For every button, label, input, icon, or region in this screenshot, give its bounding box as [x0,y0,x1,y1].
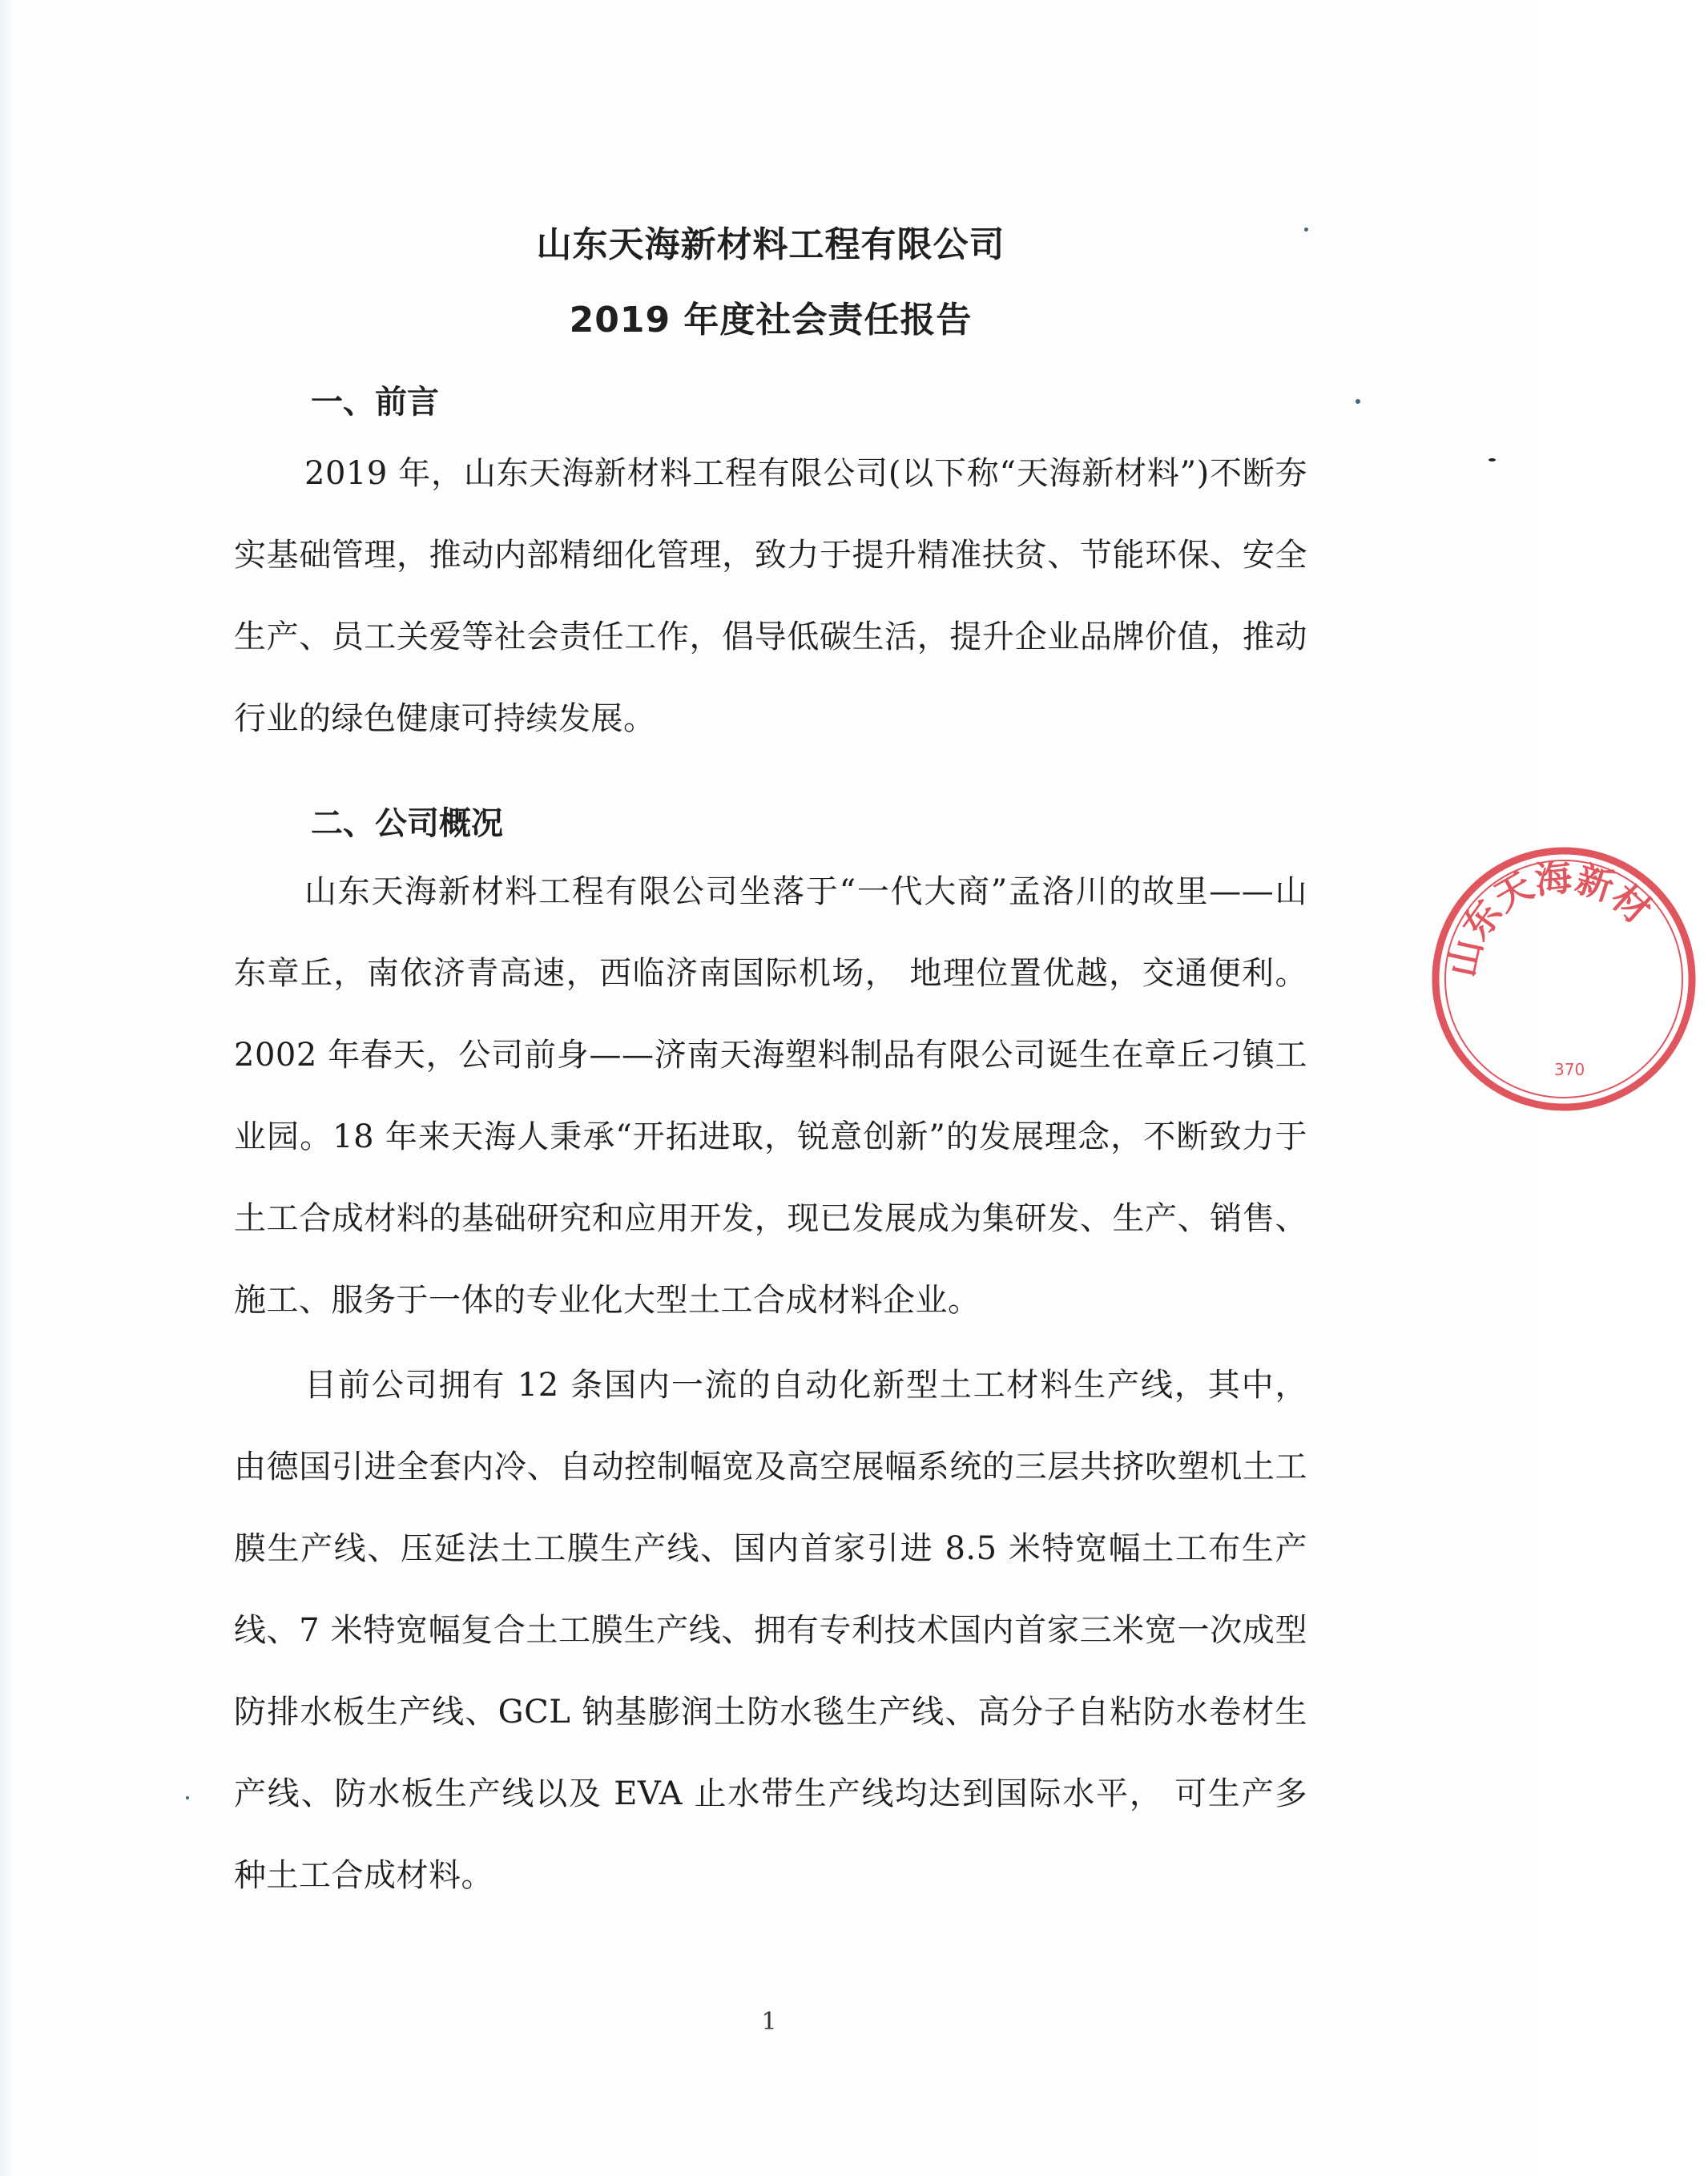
scan-speck [1488,458,1496,461]
overview-paragraph-1: 山东天海新材料工程有限公司坐落于“一代大商”孟洛川的故里——山东章丘，南依济青高速，西临济南国际机场， 地理位置优越，交通便利。2002 年春天，公司前身——济南天海塑料制品有限公司诞生在章丘刁镇工业园。18 年来天海人秉承“开拓进取，锐意创新”的发展理念，不断致力于土工合成材料的基础研究和应用开发，现已发展成为集研发、生产、销售、施工、服务于一体的专业化大型土工合成材料企业。 [234,873,1307,1319]
scan-speck [1356,399,1360,404]
seal-code: 370 [1554,1060,1585,1079]
overview-paragraph-2: 目前公司拥有 12 条国内一流的自动化新型土工材料生产线，其中，由德国引进全套内冷、自动控制幅宽及高空展幅系统的三层共挤吹塑机土工膜生产线、压延法土工膜生产线、国内首家引进 8.5 米特宽幅土工布生产线、7 米特宽幅复合土工膜生产线、拥有专利技术国内首家三米宽一次成型防排水板生产线、GCL 钠基膨润土防水毯生产线、高分子自粘防水卷材生产线、防水板生产线以及 EVA 止水带生产线均达到国际水平， 可生产多种土工合成材料。 [234,1367,1307,1894]
page-number: 1 [761,2008,777,2036]
document-title: 山东天海新材料工程有限公司 [536,224,1005,265]
document-body [234,200,1307,1916]
section-heading-preface: 一、前言 [311,384,439,421]
scan-speck [1304,228,1308,232]
document-subtitle: 2019 年度社会责任报告 [569,300,973,341]
seal-text: 山东天海新材 [1440,855,1660,981]
scan-speck [186,1796,189,1799]
preface-paragraph: 2019 年，山东天海新材料工程有限公司(以下称“天海新材料”)不断夯实基础管理，推动内部精细化管理，致力于提升精准扶贫、节能环保、安全生产、员工关爱等社会责任工作，倡导低碳生活，提升企业品牌价值，推动行业的绿色健康可持续发展。 [234,455,1307,737]
scan-edge [0,0,13,2176]
company-seal [1420,835,1708,1123]
section-heading-company-overview: 二、公司概况 [311,805,503,842]
